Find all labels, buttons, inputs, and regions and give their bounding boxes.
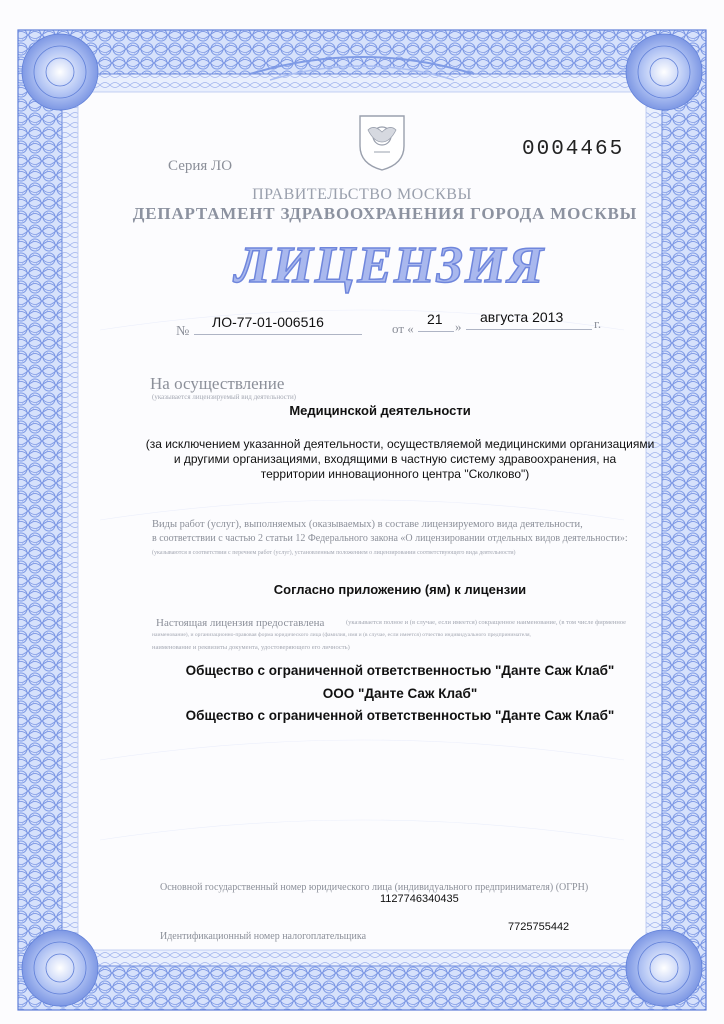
inn-label: Идентификационный номер налогоплательщика (160, 931, 367, 942)
date-from-label: от « (392, 321, 414, 336)
serial-number: 0004465 (522, 138, 625, 161)
date-close-quote: » (455, 319, 462, 334)
licensee-note-line-2: наименование), и организационно-правовая форма юридического лица (фамилия, имя и (в случае, если имеется) отчество индивидуального предпринимателя, (152, 632, 531, 638)
licensee-note-line-1: (указывается полное и (в случае, если имеется) сокращенное наименование, (в том числе фирменное (346, 619, 627, 626)
activity-label: На осуществление (150, 374, 285, 393)
licensee-label: Настоящая лицензия предоставлена (156, 617, 325, 629)
series-label: Серия ЛО (168, 158, 233, 174)
license-date-underline (466, 329, 592, 330)
activity-exclusion-line-3: территории инновационного центра "Сколково") (260, 467, 530, 481)
ogrn-value: 1127746340435 (380, 893, 459, 905)
licensee-firm-name: Общество с ограниченной ответственностью "Данте Саж Клаб" (185, 708, 615, 723)
activity-exclusion-line-1: (за исключением указанной деятельности, осуществляемой медицинскими организациями (145, 437, 655, 451)
works-line-1: Виды работ (услуг), выполняемых (оказываемых) в составе лицензируемого вида деятельности, (152, 519, 583, 530)
licensee-short-name: ООО "Данте Саж Клаб" (322, 686, 478, 701)
document-title: ЛИЦЕНЗИЯ (234, 237, 546, 294)
license-number-underline (194, 334, 362, 335)
department-name: ДЕПАРТАМЕНТ ЗДРАВООХРАНЕНИЯ ГОРОДА МОСКВЫ (132, 204, 638, 223)
license-month-year: августа 2013 (480, 309, 564, 325)
works-value: Согласно приложению (ям) к лицензии (273, 582, 527, 597)
activity-exclusion-line-2: и другими организациями, входящими в частную систему здравоохранения, на (173, 452, 617, 466)
works-line-2: в соответствии с частью 2 статьи 12 Федерального закона «О лицензировании отдельных видов деятельности»: (152, 533, 628, 544)
government-name: ПРАВИТЕЛЬСТВО МОСКВЫ (252, 186, 472, 203)
ogrn-label: Основной государственный номер юридического лица (индивидуального предпринимателя) (ОГРН) (160, 882, 589, 893)
activity-name: Медицинской деятельности (289, 403, 471, 418)
licensee-full-name: Общество с ограниченной ответственностью "Данте Саж Клаб" (185, 663, 615, 678)
works-note: (указываются в соответствии с перечнем работ (услуг), установленным положением о лицензировании соответствующего вида деятельности) (152, 550, 516, 556)
license-day-underline (418, 331, 454, 332)
number-sign: № (176, 324, 190, 339)
coat-of-arms-emblem (356, 112, 408, 172)
activity-label-note: (указывается лицензируемый вид деятельности) (152, 393, 297, 401)
inn-value: 7725755442 (508, 921, 570, 933)
licensee-note-line-3: наименование и реквизиты документа, удостоверяющего его личность) (152, 644, 350, 651)
license-number: ЛО-77-01-006516 (212, 314, 324, 330)
year-suffix: г. (594, 316, 602, 331)
license-day: 21 (427, 311, 443, 327)
